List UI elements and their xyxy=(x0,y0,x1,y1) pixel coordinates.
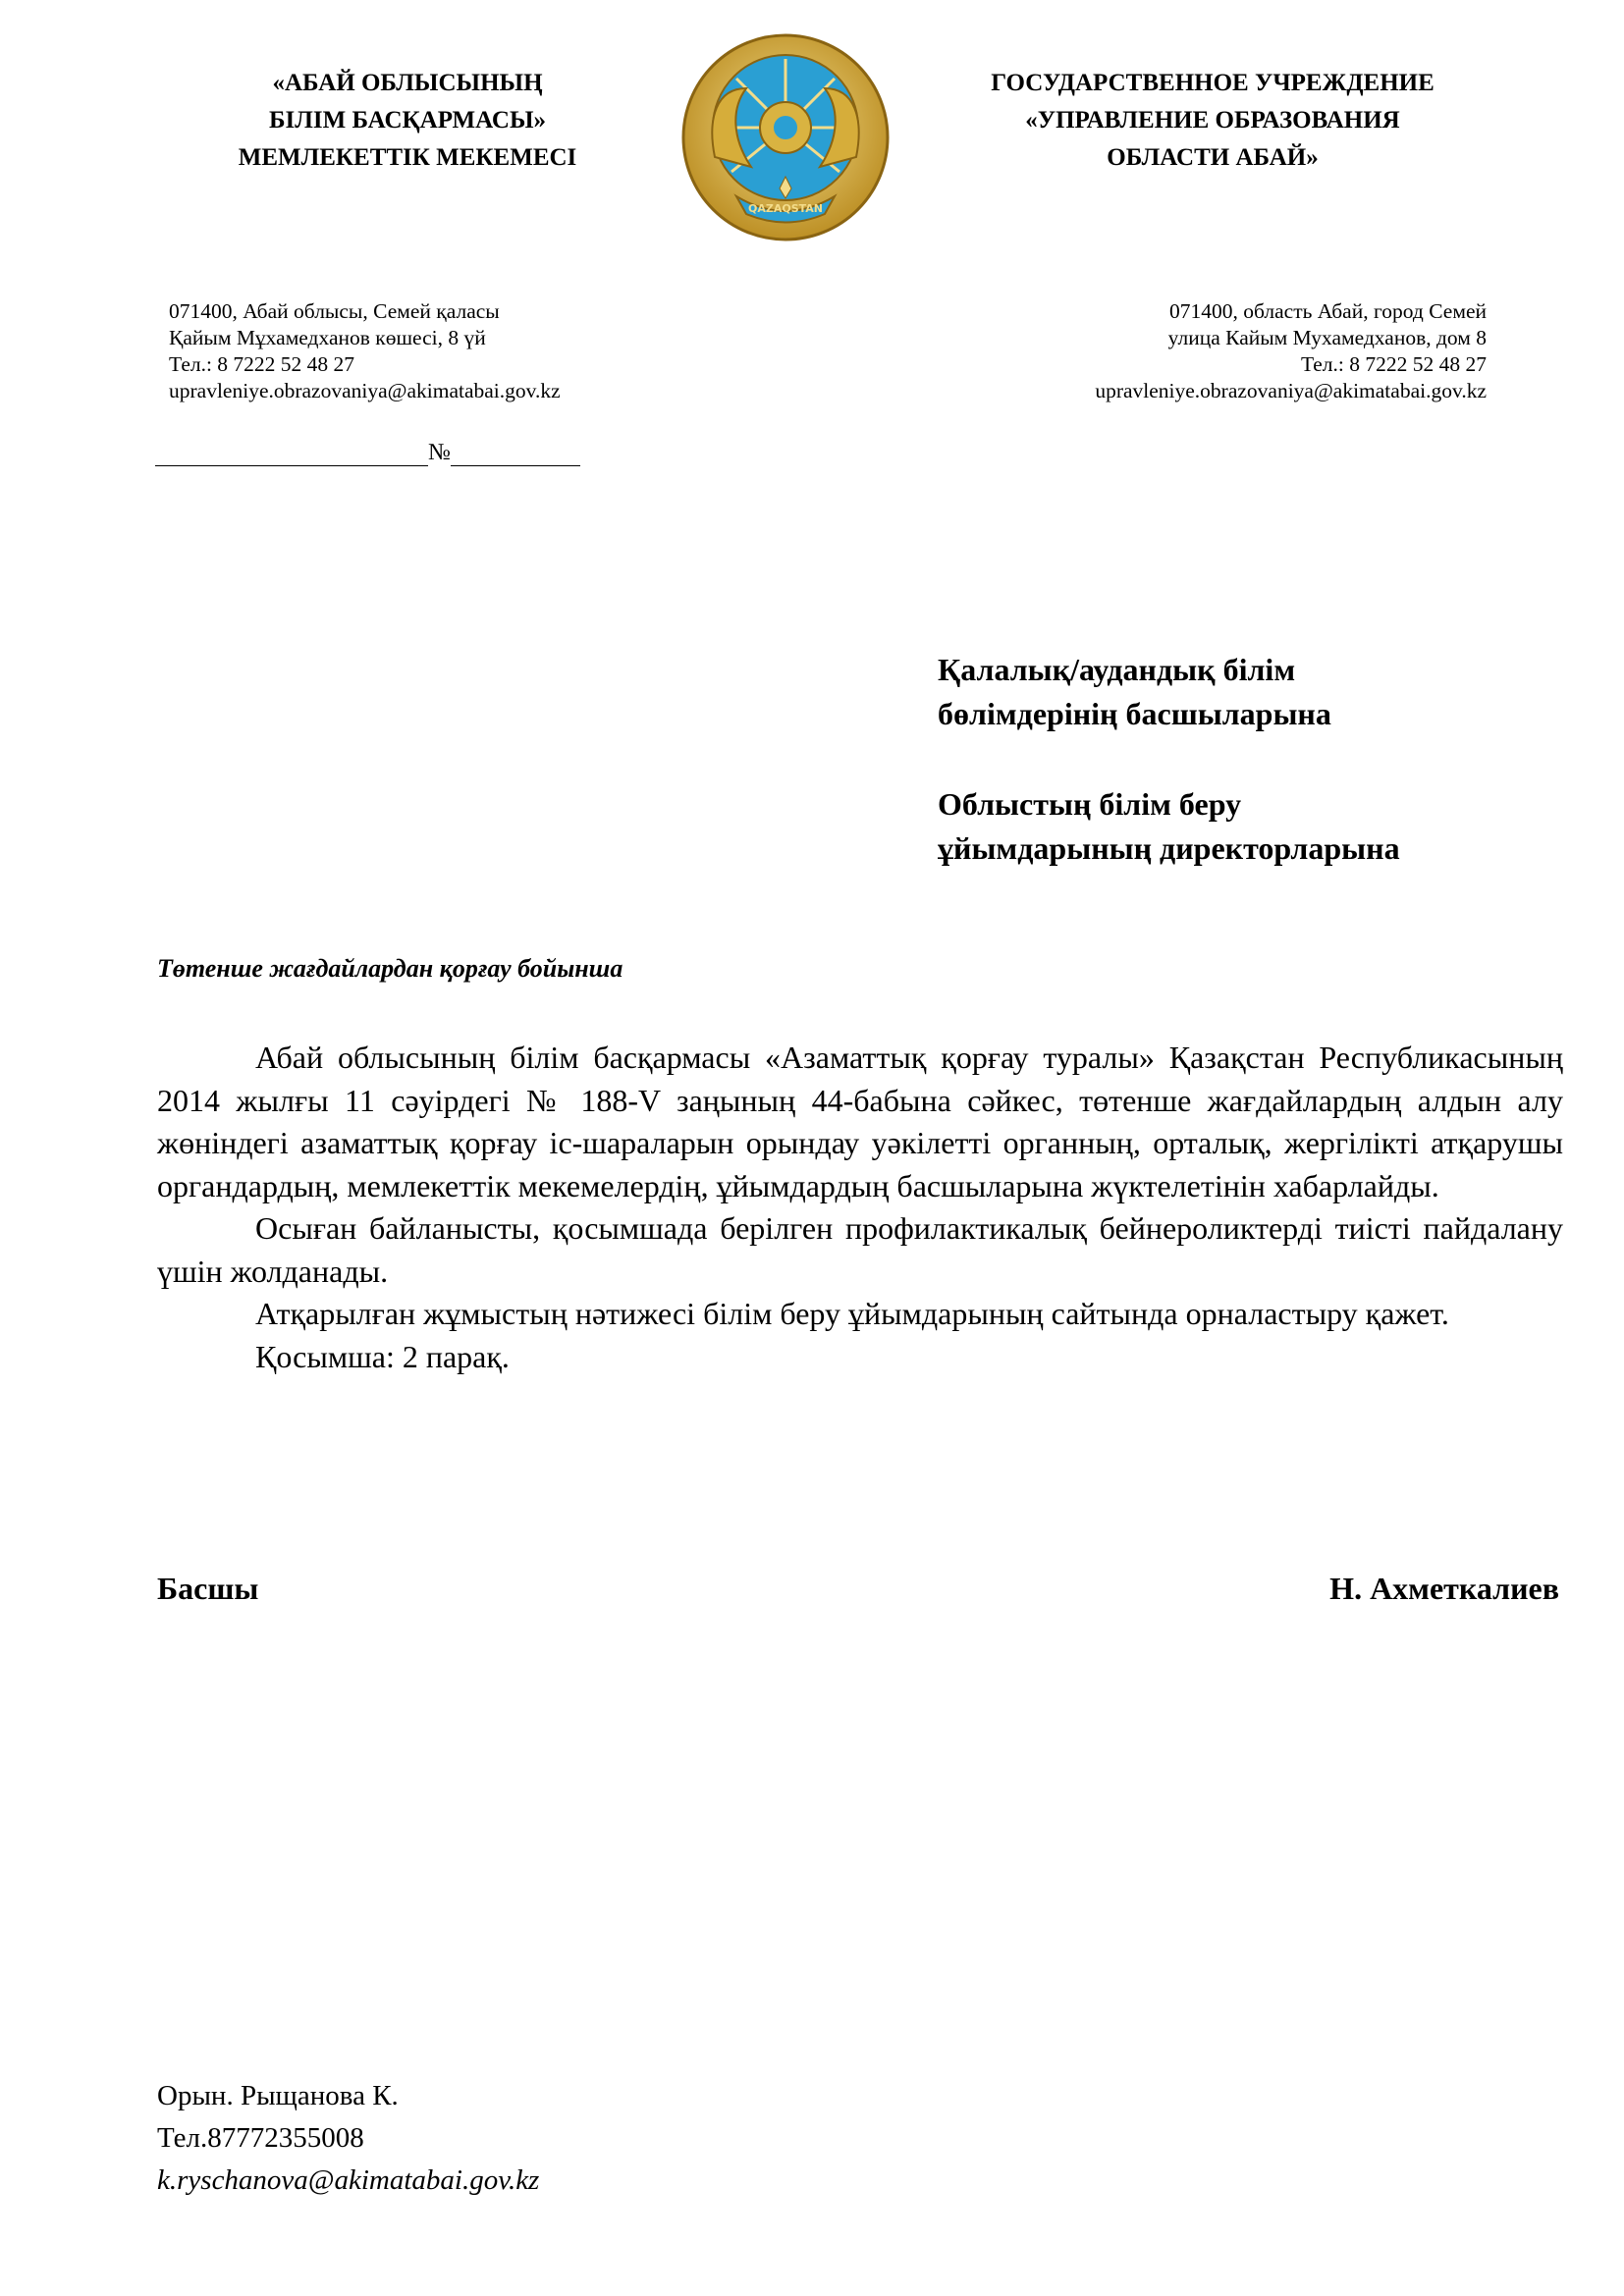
body-paragraph: Атқарылған жұмыстың нәтижесі білім беру ұйымдарының сайтында орналастыру қажет. xyxy=(255,1296,1449,1331)
address-ru xyxy=(1095,298,1487,404)
signer-name: Н. Ахметкалиев xyxy=(1329,1571,1559,1606)
address-kz xyxy=(169,298,561,404)
address-ru-line: 071400, область Абай, город Семей xyxy=(1169,299,1487,323)
address-kz-email: upravleniye.obrazovaniya@akimatabai.gov.kz xyxy=(169,379,561,402)
addressee-line: бөлімдерінің басшыларына xyxy=(938,696,1331,731)
address-ru-email: upravleniye.obrazovaniya@akimatabai.gov.kz xyxy=(1095,379,1487,402)
org-name-ru xyxy=(957,65,1468,177)
letter-subject: Төтенше жағдайлардан қорғау бойынша xyxy=(157,954,623,983)
executor-email: k.ryschanova@akimatabai.gov.kz xyxy=(157,2164,540,2196)
org-name-ru-line: ГОСУДАРСТВЕННОЕ УЧРЕЖДЕНИЕ xyxy=(991,70,1435,96)
number-sign: № xyxy=(428,440,451,465)
signer-title: Басшы xyxy=(157,1571,259,1606)
date-blank xyxy=(155,442,428,466)
org-name-kz-line: «АБАЙ ОБЛЫСЫНЫҢ xyxy=(272,70,543,96)
addressee-block-1 xyxy=(938,648,1331,736)
address-ru-line: улица Кайым Мухамедханов, дом 8 xyxy=(1167,326,1487,349)
org-name-kz-line: МЕМЛЕКЕТТІК МЕКЕМЕСІ xyxy=(238,144,577,171)
executor-name: Орын. Рыщанова К. xyxy=(157,2080,399,2111)
addressee-line: Облыстың білім беру xyxy=(938,786,1242,822)
number-blank xyxy=(451,442,580,466)
org-name-ru-line: «УПРАВЛЕНИЕ ОБРАЗОВАНИЯ xyxy=(1025,107,1400,133)
address-kz-phone: Тел.: 8 7222 52 48 27 xyxy=(169,352,355,376)
address-kz-line: Қайым Мұхамедханов көшесі, 8 үй xyxy=(169,326,486,349)
org-name-kz-line: БІЛІМ БАСҚАРМАСЫ» xyxy=(268,107,546,133)
address-kz-line: 071400, Абай облысы, Семей қаласы xyxy=(169,299,500,323)
addressee-line: ұйымдарының директорларына xyxy=(938,830,1400,866)
emblem-text: QAZAQSTAN xyxy=(748,202,823,215)
body-paragraph: Осыған байланысты, қосымшада берілген профилактикалық бейнероликтерді тиісті пайдалану үшін жолданады. xyxy=(157,1210,1563,1289)
attachment-note: Қосымша: 2 парақ. xyxy=(255,1338,510,1374)
addressee-line: Қалалық/аудандық білім xyxy=(938,652,1296,687)
executor-phone: Тел.87772355008 xyxy=(157,2122,364,2154)
executor-info xyxy=(157,2075,539,2202)
address-ru-phone: Тел.: 8 7222 52 48 27 xyxy=(1300,352,1487,376)
registration-number-line xyxy=(155,440,580,466)
state-emblem-icon xyxy=(677,29,893,245)
org-name-ru-line: ОБЛАСТИ АБАЙ» xyxy=(1107,144,1319,171)
org-name-kz xyxy=(152,65,663,177)
body-paragraph: Абай облысының білім басқармасы «Азаматтық қорғау туралы» Қазақстан Республикасының 2014 жылғы 11 сәуірдегі № 188-V заңының 44-бабына сәйкес, төтенше жағдайлардың алдын алу жөніндегі азаматтық қорғау іс-шараларын орындау уәкілетті органның, орталық, жергілікті атқарушы органдардың, мемлекеттік мекемелердің, ұйымдардың басшыларына жүктелетінін хабарлайды. xyxy=(157,1040,1563,1203)
letter-body xyxy=(157,1037,1563,1378)
addressee-block-2 xyxy=(938,782,1400,871)
